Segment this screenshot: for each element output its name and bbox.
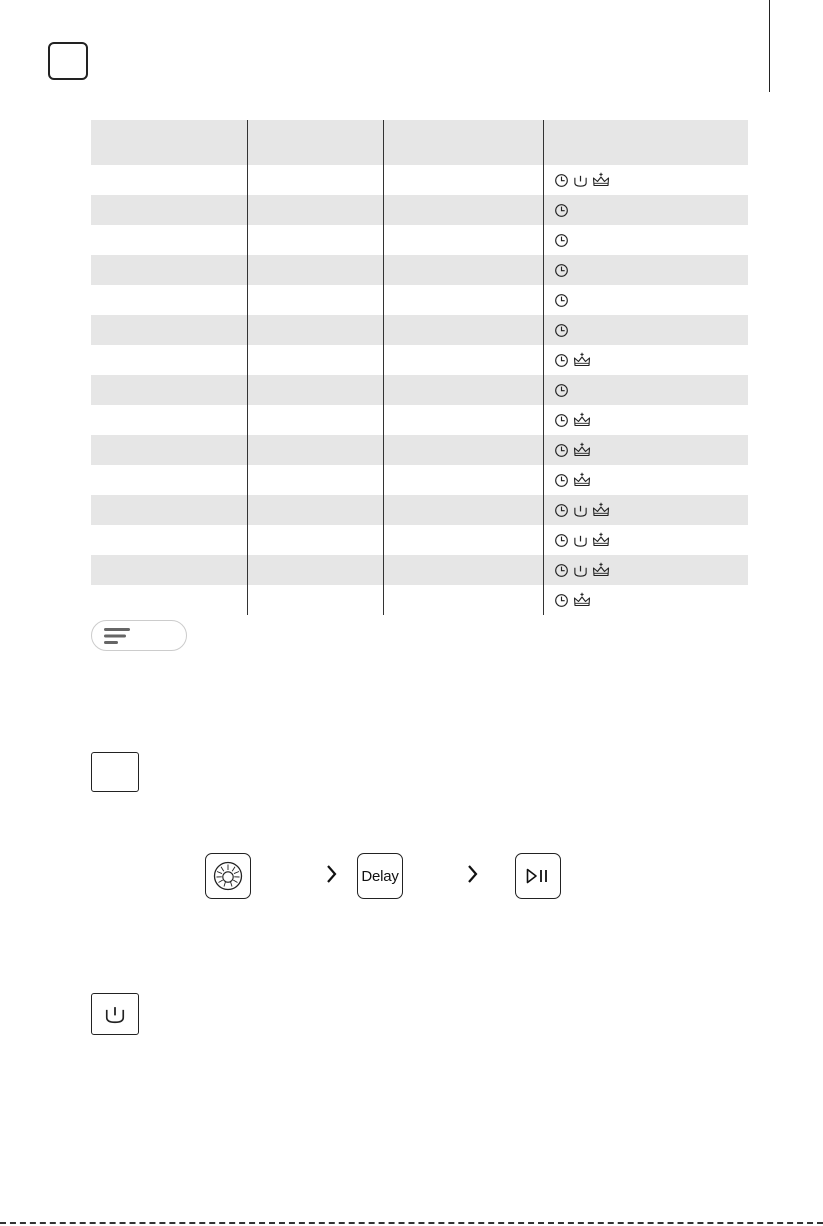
crown-icon <box>573 352 591 368</box>
crown-icon <box>592 562 610 578</box>
table-cell <box>383 585 543 615</box>
options-cell <box>543 255 748 285</box>
prewash-icon <box>573 173 588 188</box>
table-row <box>91 375 748 405</box>
options-cell <box>543 525 748 555</box>
clock-icon <box>554 353 569 368</box>
table-cell <box>383 165 543 195</box>
table-cell <box>247 195 383 225</box>
crown-icon <box>573 472 591 488</box>
crown-icon <box>592 172 610 188</box>
table-row <box>91 435 748 465</box>
clock-icon <box>554 293 569 308</box>
table-cell <box>247 345 383 375</box>
program-dial-button[interactable] <box>205 853 251 899</box>
clock-icon <box>554 323 569 338</box>
table-cell <box>383 285 543 315</box>
header-cell <box>247 120 383 165</box>
options-cell <box>543 465 748 495</box>
header-cell <box>383 120 543 165</box>
blank-key-box <box>91 752 139 792</box>
clock-icon <box>554 233 569 248</box>
options-cell <box>543 285 748 315</box>
delay-button[interactable] <box>357 853 403 899</box>
table-row <box>91 165 748 195</box>
clock-icon <box>554 413 569 428</box>
table-cell <box>383 555 543 585</box>
table-cell <box>247 315 383 345</box>
table-row <box>91 195 748 225</box>
chevron-right-icon <box>326 864 338 884</box>
table-row <box>91 405 748 435</box>
clock-icon <box>554 503 569 518</box>
clock-icon <box>554 563 569 578</box>
table-row <box>91 285 748 315</box>
options-table <box>91 120 748 615</box>
crown-icon <box>573 592 591 608</box>
table-row <box>91 345 748 375</box>
bottom-dashed-rule <box>0 1222 823 1224</box>
table-row <box>91 255 748 285</box>
table-cell <box>247 165 383 195</box>
table-cell <box>383 225 543 255</box>
table-cell <box>247 225 383 255</box>
chevron-right-icon <box>467 864 479 884</box>
table-cell <box>91 405 247 435</box>
table-cell <box>91 525 247 555</box>
table-cell <box>91 375 247 405</box>
table-cell <box>247 525 383 555</box>
table-cell <box>247 585 383 615</box>
table-cell <box>247 375 383 405</box>
clock-icon <box>554 263 569 278</box>
table-cell <box>91 435 247 465</box>
options-cell <box>543 165 748 195</box>
options-cell <box>543 315 748 345</box>
table-cell <box>383 375 543 405</box>
header-cell <box>543 120 748 165</box>
clock-icon <box>554 443 569 458</box>
clock-icon <box>554 203 569 218</box>
options-cell <box>543 555 748 585</box>
options-cell <box>543 225 748 255</box>
options-cell <box>543 495 748 525</box>
table-cell <box>247 405 383 435</box>
prewash-icon <box>573 563 588 578</box>
table-cell <box>383 435 543 465</box>
table-cell <box>383 405 543 435</box>
table-cell <box>91 225 247 255</box>
table-cell <box>247 255 383 285</box>
table-cell <box>383 255 543 285</box>
table-cell <box>247 555 383 585</box>
dial-icon <box>212 860 244 892</box>
lines-icon <box>102 627 132 645</box>
table-cell <box>383 525 543 555</box>
table-cell <box>247 435 383 465</box>
prewash-icon <box>104 1003 126 1025</box>
table-row <box>91 465 748 495</box>
table-cell <box>91 255 247 285</box>
page-badge <box>48 42 88 80</box>
table-cell <box>247 285 383 315</box>
table-cell <box>91 495 247 525</box>
table-cell <box>91 345 247 375</box>
table-cell <box>91 285 247 315</box>
table-cell <box>383 195 543 225</box>
clock-icon <box>554 383 569 398</box>
table-cell <box>383 465 543 495</box>
options-cell <box>543 435 748 465</box>
clock-icon <box>554 533 569 548</box>
table-cell <box>91 195 247 225</box>
crown-icon <box>573 412 591 428</box>
table-row <box>91 555 748 585</box>
prewash-key-box <box>91 993 139 1035</box>
table-row <box>91 525 748 555</box>
table-cell <box>91 585 247 615</box>
table-cell <box>91 315 247 345</box>
prewash-icon <box>573 503 588 518</box>
table-row <box>91 315 748 345</box>
header-cell <box>91 120 247 165</box>
clock-icon <box>554 473 569 488</box>
options-cell <box>543 405 748 435</box>
table-row <box>91 585 748 615</box>
table-cell <box>383 345 543 375</box>
table-cell <box>247 465 383 495</box>
options-cell <box>543 345 748 375</box>
table-header-row <box>91 120 748 165</box>
table-row <box>91 495 748 525</box>
top-rule <box>769 0 770 92</box>
crown-icon <box>573 442 591 458</box>
prewash-icon <box>573 533 588 548</box>
delay-button-label: Delay <box>361 867 399 885</box>
table-cell <box>91 165 247 195</box>
options-cell <box>543 195 748 225</box>
crown-icon <box>592 502 610 518</box>
play-pause-icon <box>525 867 551 885</box>
table-cell <box>383 315 543 345</box>
clock-icon <box>554 173 569 188</box>
crown-icon <box>592 532 610 548</box>
table-cell <box>247 495 383 525</box>
table-cell <box>91 465 247 495</box>
table-cell <box>91 555 247 585</box>
table-row <box>91 225 748 255</box>
options-cell <box>543 375 748 405</box>
options-cell <box>543 585 748 615</box>
summary-pill <box>91 620 187 651</box>
table-cell <box>383 495 543 525</box>
clock-icon <box>554 593 569 608</box>
start-pause-button[interactable] <box>515 853 561 899</box>
